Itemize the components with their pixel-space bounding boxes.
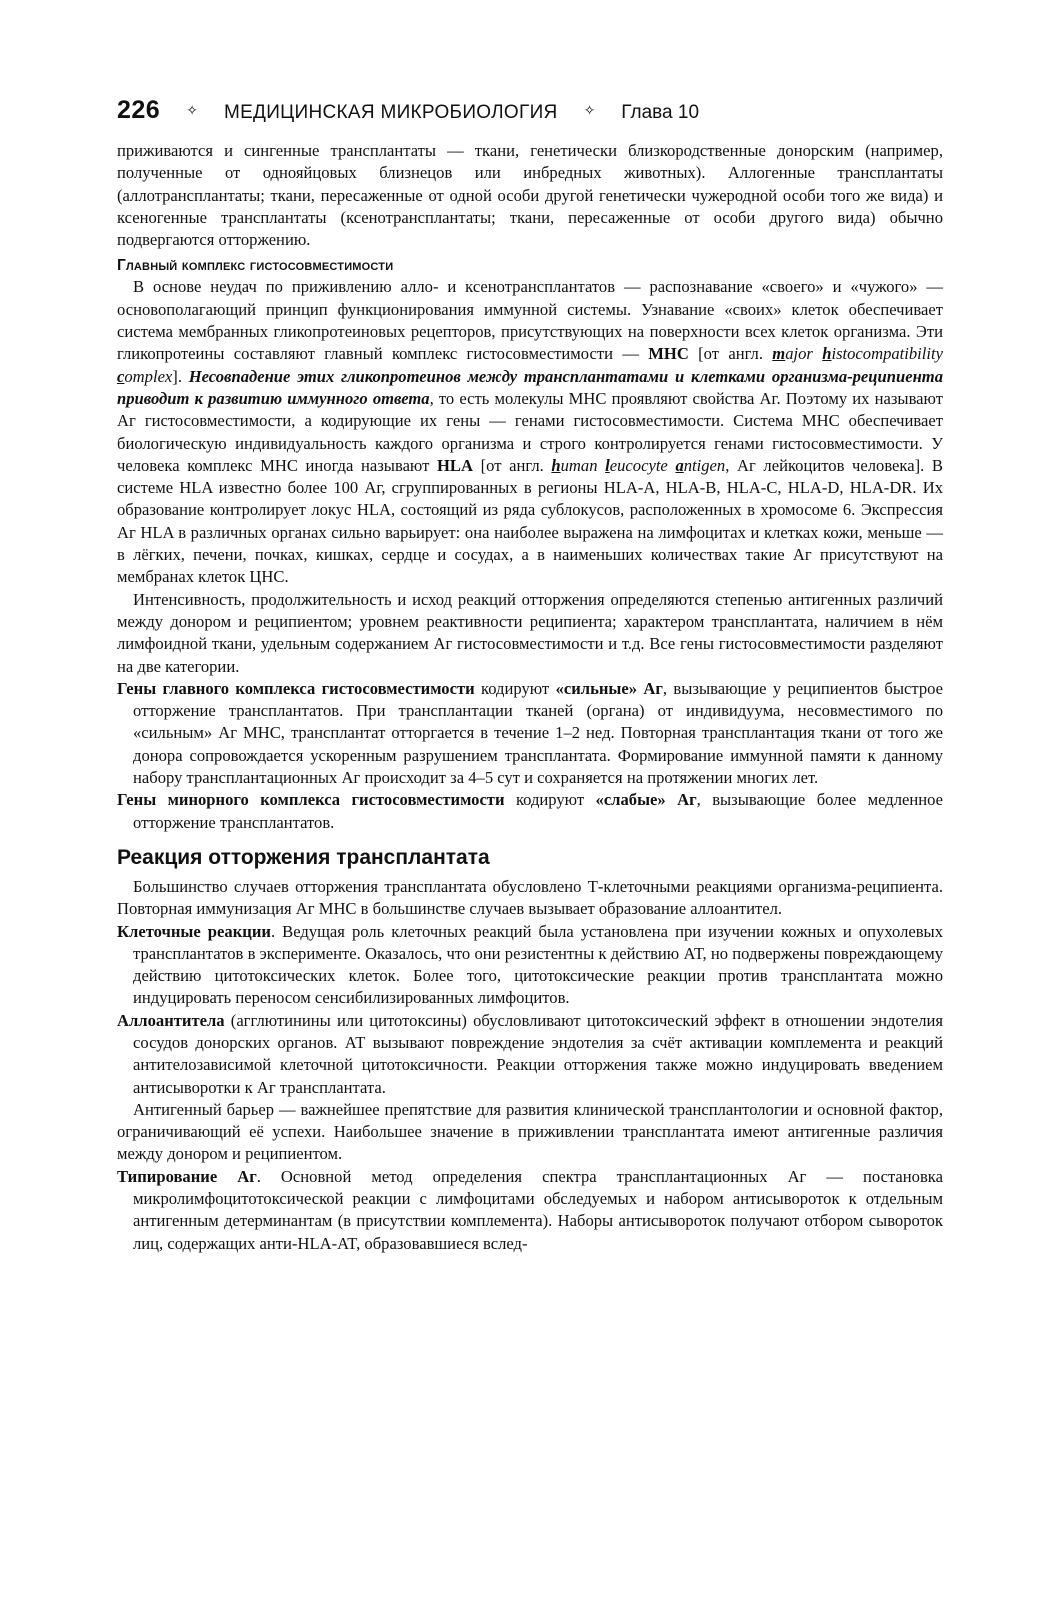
page-number: 226 xyxy=(117,96,161,124)
text-run: , вызывающие более медленное отторжение трансплантатов. xyxy=(133,790,943,832)
term-cell-reactions: Клеточные реакции xyxy=(117,921,271,941)
text-run: omplex xyxy=(124,366,173,386)
text-run: eucocyte xyxy=(609,455,676,475)
letter-h: h xyxy=(551,455,561,475)
text-run: ntigen xyxy=(683,455,726,475)
term-strong-ag: «сильные» Аг xyxy=(555,678,663,698)
text-run: [от англ. xyxy=(688,344,773,364)
term-major-genes: Гены главного комплекса гистосовместимости xyxy=(117,678,475,698)
text-run: В основе неудач по приживлению алло- и ксенотрансплантатов — распознавание «своего» и «чужого» — основополагающий принцип функционирования иммунной системы. Узнавание «своих» клеток обеспечивает система мембранных гликопротеиновых рецепторов, присутствующих на поверхности всех клеток организма. Эти гликопротеины составляют главный комплекс гистосовместимости — xyxy=(117,277,943,364)
chapter-label: Глава 10 xyxy=(621,102,700,123)
term-ag-typing: Типирование Аг xyxy=(117,1166,257,1186)
diamond-separator-icon: ✧ xyxy=(583,102,596,118)
definition-cell-reactions xyxy=(117,921,943,1010)
diamond-separator-icon: ✧ xyxy=(186,102,198,118)
definition-minor-genes xyxy=(117,789,943,834)
text-run: (агглютинины или цитотоксины) обусловливают цитотоксический эффект в отношении эндотелия сосудов донорских органов. АТ вызывают повреждение эндотелия за счёт активации комплемента и реакций антителозависимой клеточной цитотоксичности. Реакции отторжения также можно индуцировать введением антисыворотки к Аг трансплантата. xyxy=(133,1010,943,1097)
section-heading-mhc: Главный комплекс гистосовместимости xyxy=(117,257,394,275)
rejection-intro-paragraph: Большинство случаев отторжения трансплантата обусловлено Т-клеточными реакциями организма-реципиента. Повторная иммунизация Аг МНС в большинстве случаев вызывает образование аллоантител. xyxy=(117,876,943,919)
intro-paragraph: приживаются и сингенные трансплантаты — ткани, генетически близкородственные донорским (например, полученные от однояйцовых близнецов или инбредных животных). Аллогенные трансплантаты (аллотрансплантаты; ткани, пересаженные от одной особи другой генетически чужеродной особи того же вида) и ксеногенные трансплантаты (ксенотрансплантаты; ткани, пересаженные от особи другого вида) обычно подвергаются отторжению. xyxy=(117,141,943,250)
letter-a: a xyxy=(675,455,684,475)
term-mhc: МНС xyxy=(648,344,689,364)
text-run: uman xyxy=(560,455,606,475)
text-run: , вызывающие у реципиентов быстрое отторжение трансплантатов. При трансплантации тканей (органа) от индивидуума, несовместимого по «сильным» Аг МНС, трансплантат отторгается в течение 1–2 нед. Повторная трансплантация ткани от того же донора сопровождается ускоренным разрушением трансплантата. Формирование иммунной памяти к данному набору трансплантационных Аг происходит за 4–5 сут и сохраняется на протяжении многих лет. xyxy=(133,678,944,788)
term-hla: HLA xyxy=(437,455,473,475)
letter-l: l xyxy=(605,455,610,475)
rejection-factors-paragraph: Интенсивность, продолжительность и исход реакций отторжения определяются степенью антигенных различий между донором и реципиентом; уровнем реактивности реципиента; характером трансплантата, наличием в нём лимфоидной ткани, удельным содержанием Аг гистосовместимости и т.д. Все гены гистосовместимости разделяют на две категории. xyxy=(117,589,943,676)
term-weak-ag: «слабые» Аг xyxy=(595,790,697,810)
text-run: , Аг лейкоцитов человека]. В системе HLA известно более 100 Аг, сгруппированных в регионы HLA-A, HLA-B, HLA-C, HLA-D, HLA-DR. Их образование контролирует локус HLA, состоящий из ряда сублокусов, расположенных в хромосоме 6. Экспрессия Аг HLA в различных органах сильно варьирует: она наиболее выражена на лимфоцитах и клетках кожи, меньше — в лёгких, печени, почках, кишках, сердце и сосудах, а в наименьших количествах такие Аг присутствуют на мембранах клеток ЦНС. xyxy=(117,455,943,587)
definition-ag-typing xyxy=(117,1166,943,1255)
text-run: ]. xyxy=(172,366,189,386)
text-run: . Основной метод определения спектра трансплантационных Аг — постановка микролимфоцитотоксической реакции с лимфоцитами обследуемых и набором антисывороток к отдельным антигенным детерминантам (в присутствии комплемента). Наборы антисывороток получают отбором сывороток лиц, содержащих анти-HLA-AT, образовавшиеся вслед- xyxy=(133,1166,943,1253)
text-run: , то есть молекулы МНС проявляют свойства Аг. Поэтому их называют Аг гистосовместимости, а кодирующие их гены — генами гистосовместимости. Система МНС обеспечивает биологическую индивидуальность каждого организма и строго контролируется генами гистосовместимости. У человека комплекс МНС иногда называют xyxy=(117,388,943,475)
text-run: . Ведущая роль клеточных реакций была установлена при изучении кожных и опухолевых трансплантатов в эксперименте. Оказалось, что они резистентны к действию АТ, но подвержены повреждающему действию цитотоксических клеток. Более того, цитотоксические реакции против трансплантата можно индуцировать переносом сенсибилизированных лимфоцитов. xyxy=(133,921,944,1008)
mhc-paragraph xyxy=(117,276,943,588)
text-run: кодируют xyxy=(474,678,556,698)
section-heading-rejection: Реакция отторжения трансплантата xyxy=(117,845,490,869)
term-minor-genes: Гены минорного комплекса гистосовместимости xyxy=(117,790,505,810)
running-head xyxy=(117,96,943,136)
letter-h: h xyxy=(822,344,832,364)
definition-alloantibodies xyxy=(117,1010,943,1099)
text-run: кодируют xyxy=(504,790,596,810)
text-run: istocompatibility xyxy=(831,344,943,364)
letter-c: c xyxy=(117,366,125,386)
antigen-barrier-paragraph: Антигенный барьер — важнейшее препятствие для развития клинической трансплантологии и основной фактор, ограничивающий её успехи. Наибольшее значение в приживлении трансплантата имеют антигенные различия между донором и реципиентом. xyxy=(117,1099,943,1164)
text-run: ajor xyxy=(785,344,823,364)
book-title: МЕДИЦИНСКАЯ МИКРОБИОЛОГИЯ xyxy=(223,102,558,123)
emphasis-text: Несовпадение этих гликопротеинов между трансплантатами и клетками организма-реципиента приводит к развитию иммунного ответа xyxy=(117,366,943,408)
letter-m: m xyxy=(772,344,786,364)
term-alloantibodies: Аллоантитела xyxy=(117,1010,225,1030)
text-run: [от англ. xyxy=(472,455,552,475)
definition-major-genes xyxy=(117,678,943,789)
